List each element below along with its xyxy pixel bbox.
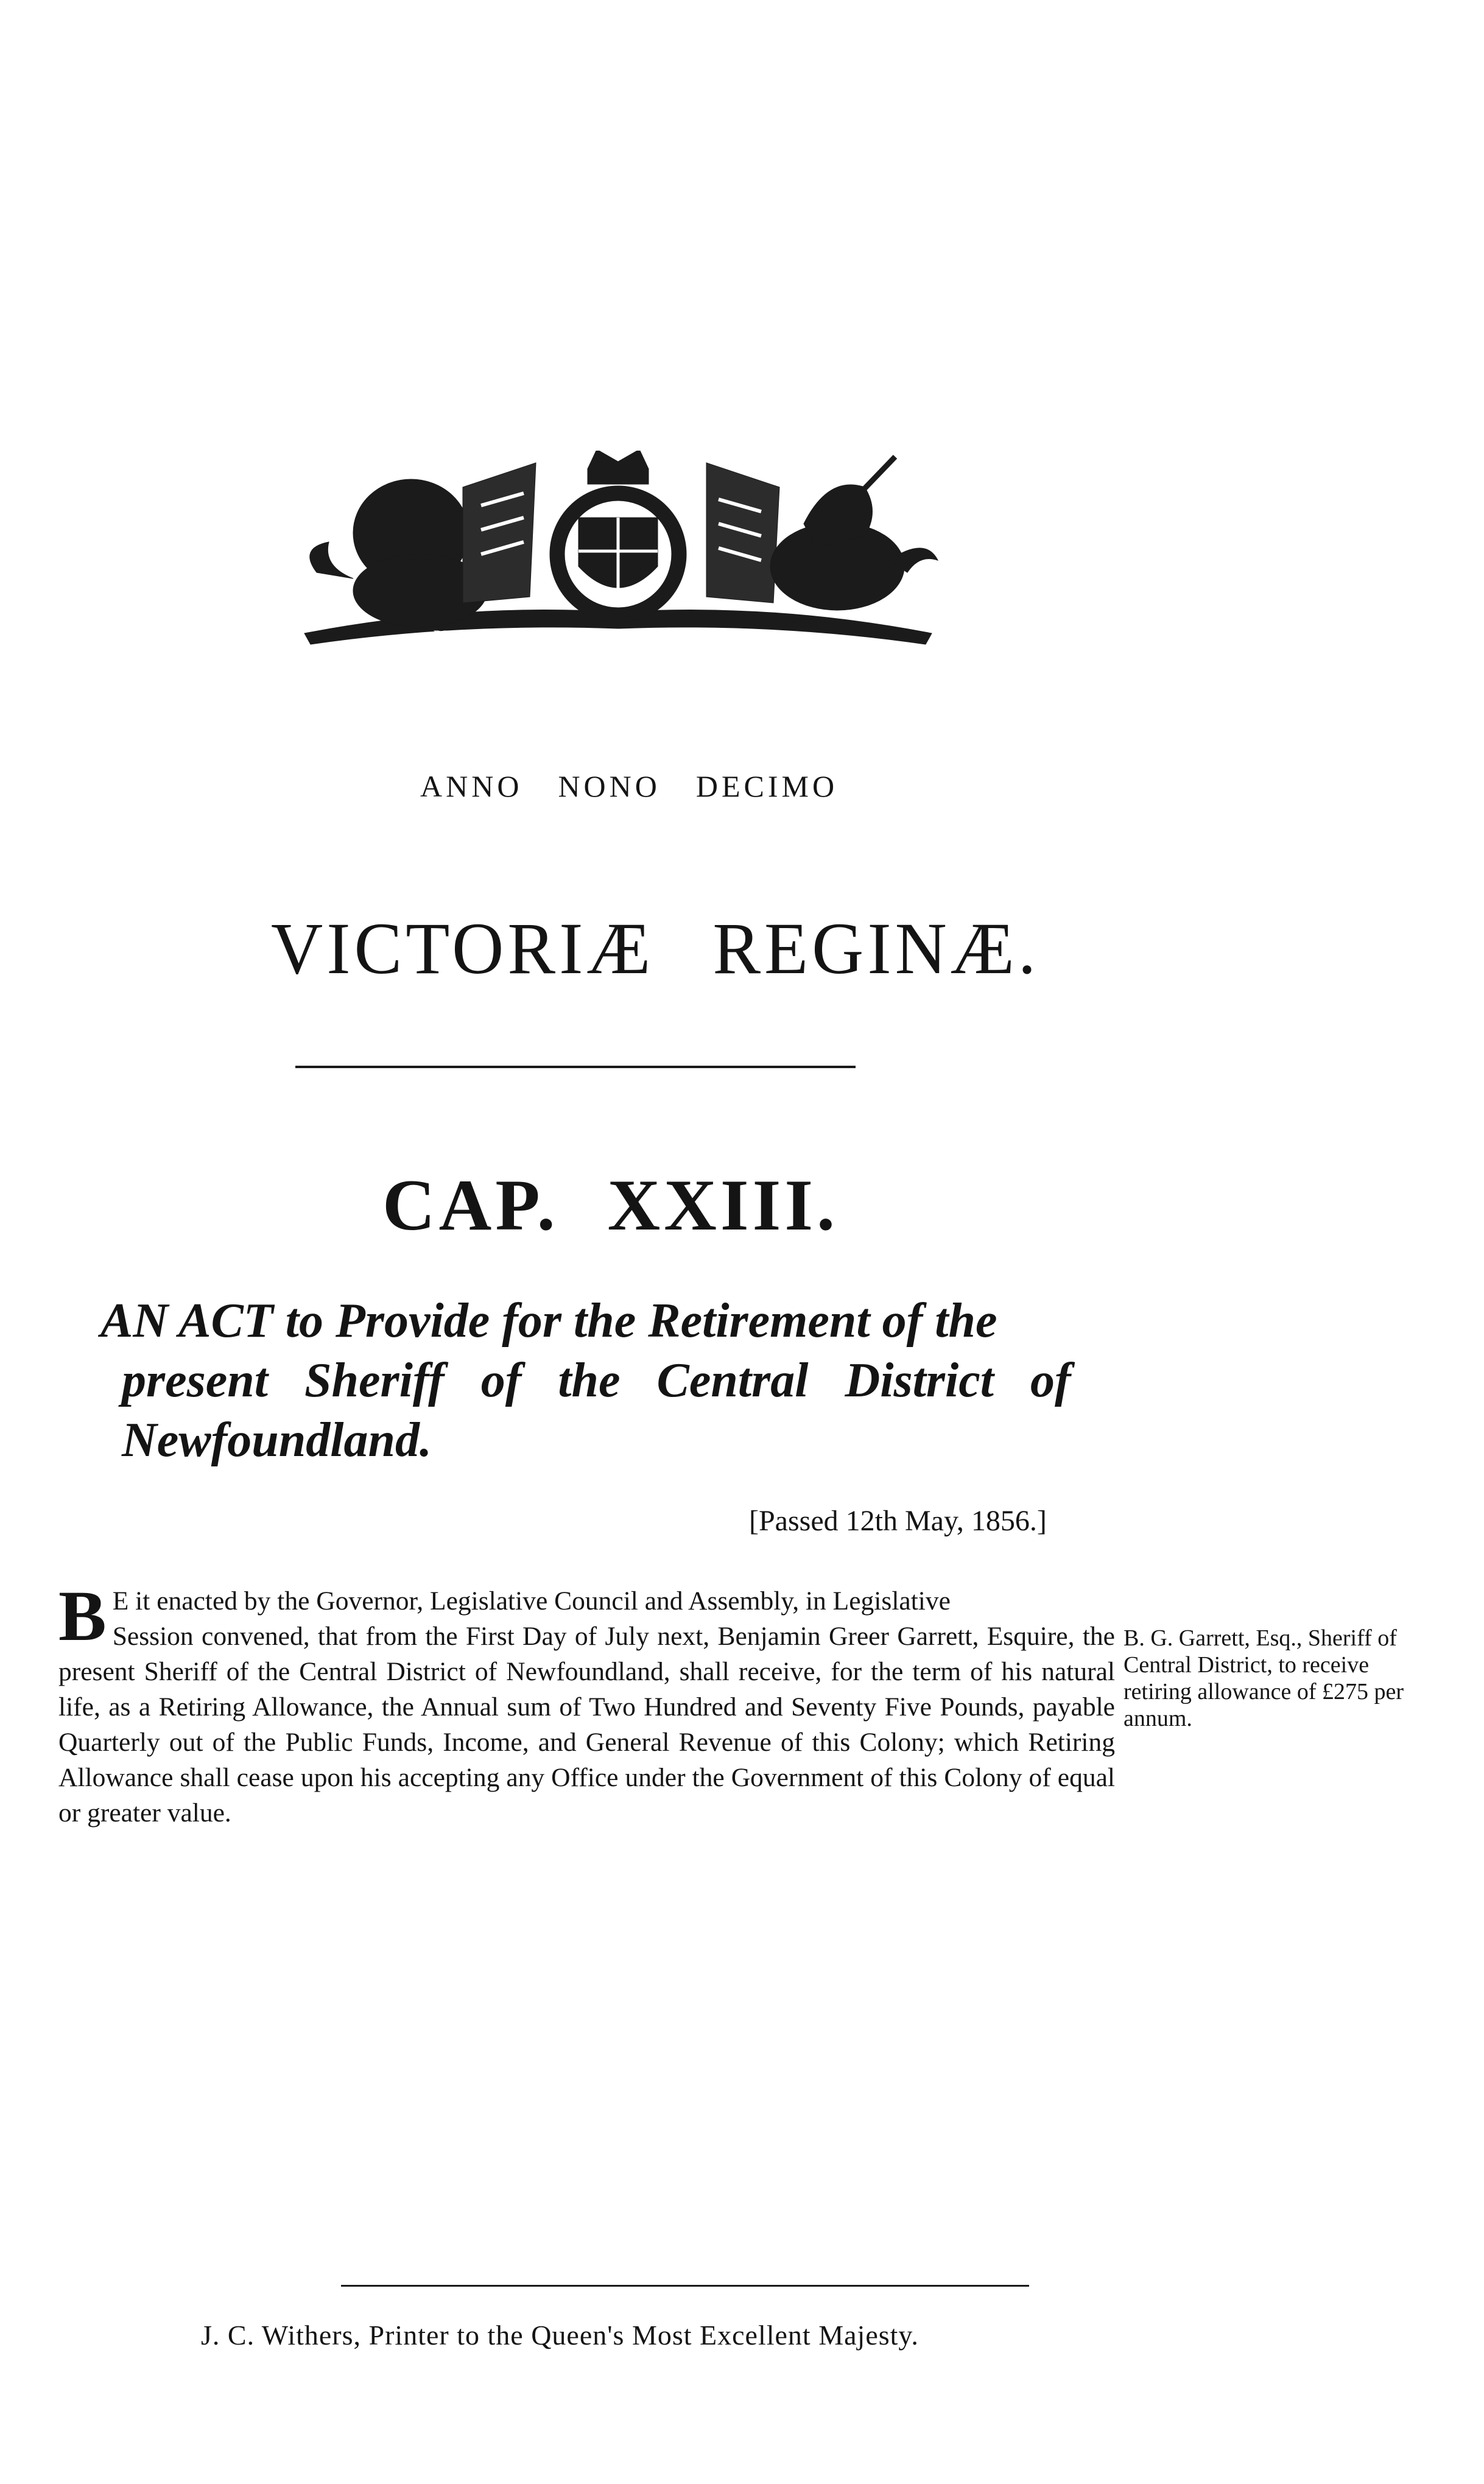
decimo-word: DECIMO xyxy=(695,769,839,803)
anno-heading xyxy=(420,769,838,804)
passed-date: [Passed 12th May, 1856.] xyxy=(749,1505,1047,1537)
act-title xyxy=(100,1291,1148,1470)
printer-imprint: J. C. Withers, Printer to the Queen's Most Excellent Majesty. xyxy=(201,2320,919,2351)
victoriae-word: VICTORIÆ xyxy=(271,907,655,990)
enactment-paragraph xyxy=(58,1576,1115,1831)
cap-word: CAP. xyxy=(382,1164,559,1245)
reginae-word: REGINÆ. xyxy=(712,907,1040,990)
margin-note: B. G. Garrett, Esq., Sheriff of Central District, to receive retiring allowance of £275 per annum. xyxy=(1124,1625,1404,1731)
chapter-heading xyxy=(382,1163,839,1247)
drop-cap: B xyxy=(58,1576,107,1656)
act-title-line-3: Newfoundland. xyxy=(122,1413,432,1467)
anno-word: ANNO xyxy=(420,769,523,803)
svg-text:DIEU ET MON DROIT: DIEU ET MON DROIT xyxy=(432,627,559,642)
victoriae-reginae-heading xyxy=(271,907,1039,991)
paragraph-text: Session convened, that from the First Day of July next, Benjamin Greer Garrett, Esquire, the present Sheriff of the Central District of Newfoundland, shall receive, for the term of his natural life, as a Retiring Allowance, the Annual sum of Two Hundred and Seventy Five Pounds, payable Quarterly out of the Public Funds, Income, and General Revenue of this Colony; which Retiring Allowance shall cease upon his accepting any Office under the Government of this Colony of equal or greater value. xyxy=(58,1622,1115,1828)
act-title-line-1: AN ACT to Provide for the Retirement of the xyxy=(100,1294,997,1348)
nono-word: NONO xyxy=(558,769,661,803)
chapter-number: XXIII. xyxy=(607,1164,839,1245)
first-line: E it enacted by the Governor, Legislative Council and Assembly, in Legislative xyxy=(112,1586,951,1616)
footer-rule xyxy=(341,2285,1029,2287)
divider-rule xyxy=(295,1066,856,1068)
act-title-line-2: present Sheriff of the Central District of xyxy=(122,1354,1071,1407)
royal-coat-of-arms-image xyxy=(280,451,956,652)
